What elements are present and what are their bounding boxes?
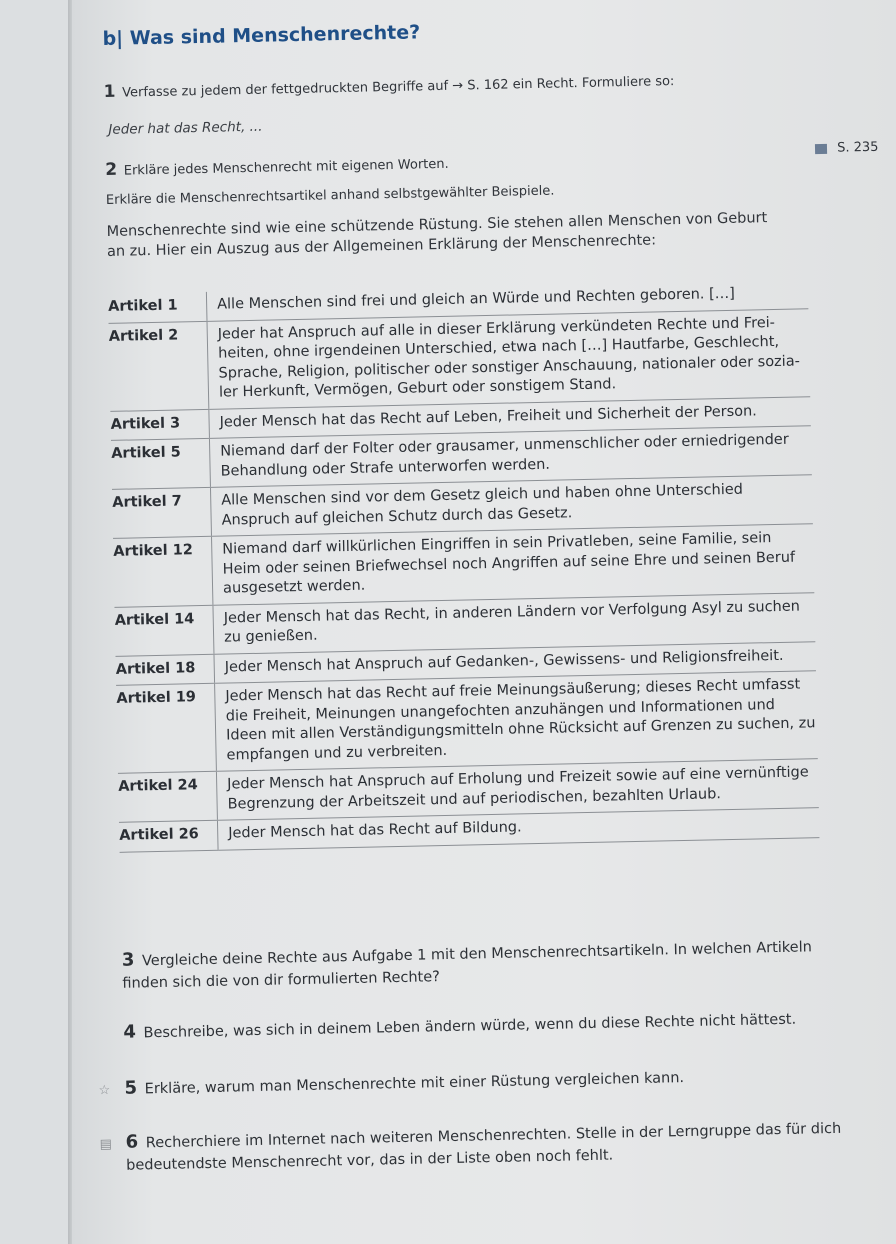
page-reference-label: S. 235 — [836, 139, 879, 156]
article-text: Jeder Mensch hat Anspruch auf Gedanken-, Gewissens- und Religionsfreiheit. — [214, 641, 816, 683]
article-text: Jeder Mensch hat das Recht auf freie Meinungsäußerung; dieses Recht umfasst die Freiheit, Meinungen unangefochten anzuhängen und Informationen und Ideen mit allen Verständigungsmitteln ohne Rücksicht auf Grenzen zu suchen, zu empfangen und zu verbreiten. — [215, 671, 818, 772]
article-label: Artikel 2 — [109, 321, 209, 411]
articles-table — [108, 279, 820, 852]
computer-icon: ▤ — [99, 1137, 113, 1153]
article-label: Artikel 24 — [118, 771, 218, 822]
article-label: Artikel 14 — [114, 605, 214, 656]
question-number: 6 — [125, 1131, 139, 1153]
question-text: Vergleiche deine Rechte aus Aufgabe 1 mit den Menschenrechtsartikeln. In welchen Artikeln finden sich die von dir formulierten Rechte? — [122, 939, 813, 992]
article-text: Niemand darf der Folter oder grausamer, unmenschlicher oder erniedrigender Behandlung oder Strafe unterworfen werden. — [209, 426, 811, 488]
intro-text: Menschenrechte sind wie eine schützende Rüstung. Sie stehen allen Menschen von Geburt an zu. Hier ein Auszug aus der Allgemeinen Erklärung der Menschenrechte: — [106, 210, 768, 260]
question-4 — [123, 1007, 843, 1045]
star-icon: ☆ — [98, 1083, 111, 1099]
article-label: Artikel 1 — [108, 292, 207, 323]
article-label: Artikel 5 — [111, 438, 211, 489]
task-1 — [103, 70, 674, 104]
question-text: Erkläre, warum man Menschenrechte mit einer Rüstung vergleichen kann. — [144, 1070, 685, 1098]
task-text: Erkläre jedes Menschenrecht mit eigenen Worten. — [123, 156, 449, 179]
task-number: 1 — [103, 81, 116, 102]
article-label: Artikel 12 — [113, 536, 213, 607]
article-row — [109, 308, 811, 411]
task-2-extension — [106, 181, 555, 211]
textbook-page — [72, 0, 896, 1244]
question-5 — [98, 1063, 844, 1101]
article-label: Artikel 7 — [112, 487, 212, 538]
section-heading: b| Was sind Menschenrechte? — [102, 21, 421, 50]
question-6 — [99, 1117, 846, 1177]
question-text: Recherchiere im Internet nach weiteren Menschenrechten. Stelle in der Lerngruppe das für dich bedeutendste Menschenrecht vor, das in der Liste oben noch fehlt. — [126, 1120, 842, 1174]
article-label: Artikel 18 — [115, 654, 214, 686]
example-phrase: Jeder hat das Recht, ... — [108, 118, 263, 138]
book-link-icon — [815, 143, 827, 153]
page-content — [98, 0, 879, 1174]
article-text: Jeder hat Anspruch auf alle in dieser Erklärung verkündeten Rechte und Frei-heiten, ohne irgendeinen Unterschied, etwa nach […] Hautfarbe, Geschlecht, Sprache, Religion, politischer oder sonstiger Anschauung, nationaler oder sozia-ler Herkunft, Vermögen, Geburt oder sonstigem Stand. — [207, 308, 810, 409]
question-number: 5 — [124, 1077, 138, 1099]
task-2 — [105, 153, 449, 182]
article-row — [116, 671, 818, 774]
article-label: Artikel 26 — [119, 820, 218, 852]
task-number: 2 — [105, 159, 118, 180]
task-text: Verfasse zu jedem der fettgedruckten Begriffe auf → S. 162 ein Recht. Formuliere so: — [121, 74, 675, 101]
article-text: Jeder Mensch hat das Recht auf Leben, Freiheit und Sicherheit der Person. — [209, 396, 811, 438]
page-reference[interactable] — [815, 140, 879, 156]
article-text: Jeder Mensch hat Anspruch auf Erholung und Freizeit sowie auf eine vernünftige Begrenzung der Arbeitszeit und auf periodischen, bezahlten Urlaub. — [216, 759, 818, 821]
article-text: Jeder Mensch hat das Recht auf Bildung. — [217, 808, 819, 850]
article-text: Jeder Mensch hat das Recht, in anderen Ländern vor Verfolgung Asyl zu suchen zu genießen. — [213, 592, 815, 654]
article-text: Alle Menschen sind frei und gleich an Würde und Rechten geboren. […] — [206, 279, 808, 321]
question-number: 4 — [123, 1021, 137, 1043]
article-label: Artikel 3 — [110, 409, 209, 441]
article-label: Artikel 19 — [116, 683, 216, 773]
task-text: Erkläre die Menschenrechtsartikel anhand selbstgewählter Beispiele. — [105, 183, 555, 208]
article-text: Alle Menschen sind vor dem Gesetz gleich und haben ohne Unterschied Anspruch auf gleichen Schutz durch das Gesetz. — [210, 475, 812, 537]
question-text: Beschreibe, was sich in deinem Leben ändern würde, wenn du diese Rechte nicht hättest. — [143, 1011, 797, 1042]
article-text: Niemand darf willkürlichen Eingriffen in sein Privatleben, seine Familie, sein Heim oder seinen Briefwechsel noch Angriffen auf seine Ehre und seinen Beruf ausgesetzt werden. — [212, 524, 815, 605]
question-number: 3 — [121, 949, 135, 971]
question-3 — [122, 935, 843, 995]
